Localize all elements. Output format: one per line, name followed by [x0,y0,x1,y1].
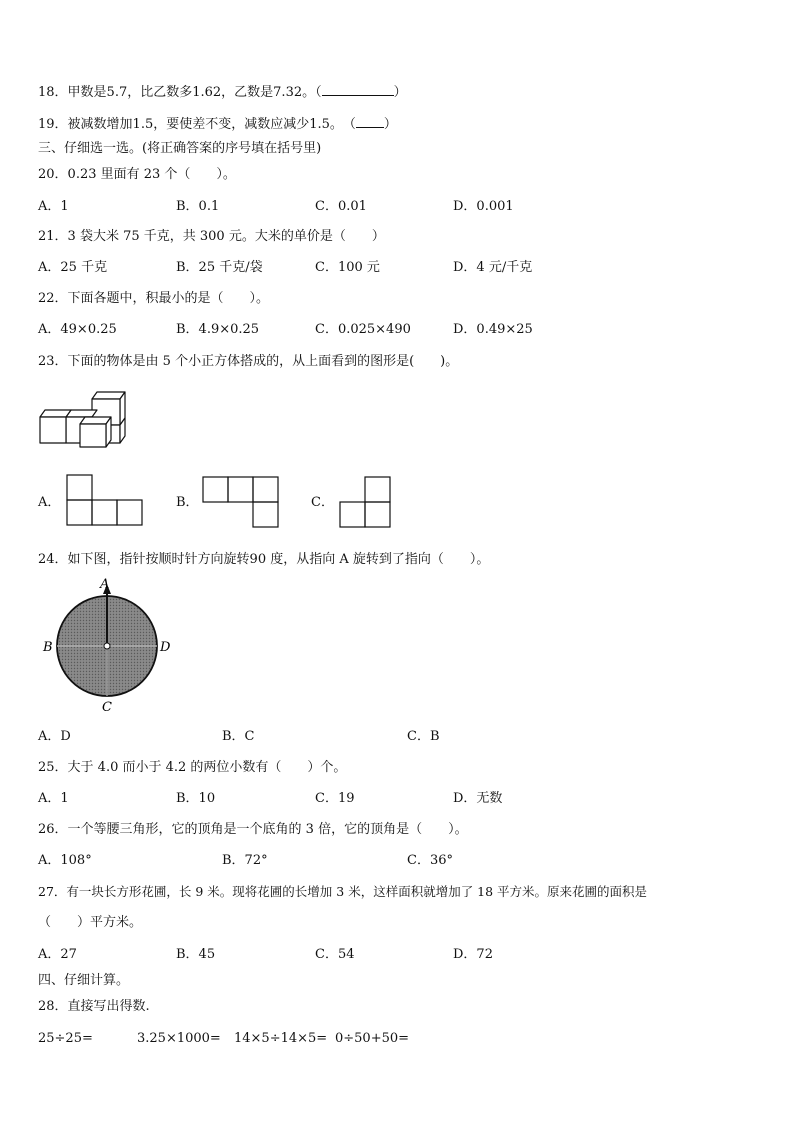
question-22-stem: 22．下面各题中，积最小的是（ ）。 [38,291,270,306]
q20-option-b[interactable]: B．0.1 [176,199,220,214]
q22-option-a[interactable]: A．49×0.25 [38,322,117,337]
q28-item-4[interactable]: 0÷50+50= [335,1031,410,1046]
q21-option-d[interactable]: D．4 元/千克 [453,260,533,275]
question-27-stem-line-1: 27．有一块长方形花圃，长 9 米。现将花圃的长增加 3 米，这样面积就增加了 18 平方米。原来花圃的面积是 [38,884,648,899]
question-19-text: 19．被减数增加1.5，要使差不变，减数应减少1.5。 （ [38,117,356,132]
question-24-stem: 24．如下图，指针按顺时针方向旋转90 度，从指向 A 旋转到了指向（ ）。 [38,552,490,567]
question-28-stem: 28．直接写出得数. [38,999,150,1014]
q26-option-a[interactable]: A．108° [38,853,92,868]
q22-option-c[interactable]: C．0.025×490 [315,322,411,337]
q23-option-c[interactable]: C． [311,495,334,510]
q25-option-c[interactable]: C．19 [315,791,355,806]
q24-option-a[interactable]: A．D [38,729,71,744]
q26-option-b[interactable]: B．72° [222,853,268,868]
question-21-stem: 21．3 袋大米 75 千克，共 300 元。大米的单价是（ ） [38,229,385,244]
question-20-stem: 20．0.23 里面有 23 个（ ）。 [38,167,236,182]
question-19 [38,114,397,134]
cube-stack-figure [38,380,138,448]
q23-option-a-figure[interactable] [66,474,144,526]
q21-option-c[interactable]: C．100 元 [315,260,380,275]
q23-option-b-figure[interactable] [202,476,280,528]
dial-label-b: B [43,640,53,655]
q25-option-a[interactable]: A．1 [38,791,69,806]
question-23-stem: 23．下面的物体是由 5 个小正方体搭成的，从上面看到的图形是( )。 [38,354,459,369]
dial-label-d: D [160,640,171,655]
q22-option-d[interactable]: D．0.49×25 [453,322,533,337]
q21-option-a[interactable]: A．25 千克 [38,260,108,275]
q21-option-b[interactable]: B．25 千克/袋 [176,260,263,275]
q20-option-a[interactable]: A．1 [38,199,69,214]
question-25-stem: 25．大于 4.0 而小于 4.2 的两位小数有（ ）个。 [38,760,347,775]
q27-option-a[interactable]: A．27 [38,947,77,962]
closing-paren: ） [393,85,407,100]
q23-option-c-figure[interactable] [339,476,393,528]
question-18-text: 18．甲数是5.7，比乙数多1.62，乙数是7.32。（ [38,85,322,100]
q25-option-b[interactable]: B．10 [176,791,216,806]
dial-label-c: C [102,700,112,715]
section-4-heading: 四、仔细计算。 [38,973,130,988]
dial-figure [40,577,180,715]
q27-option-c[interactable]: C．54 [315,947,355,962]
q23-option-b[interactable]: B． [176,495,199,510]
q23-option-a[interactable]: A． [38,495,61,510]
answer-blank[interactable] [322,82,394,96]
section-3-heading: 三、仔细选一选。(将正确答案的序号填在括号里) [38,141,322,156]
question-27-stem-line-2: （ ）平方米。 [38,915,143,930]
q27-option-b[interactable]: B．45 [176,947,216,962]
answer-blank[interactable] [356,114,384,128]
q27-option-d[interactable]: D．72 [453,947,493,962]
q20-option-d[interactable]: D．0.001 [453,199,514,214]
q20-option-c[interactable]: C．0.01 [315,199,367,214]
q25-option-d[interactable]: D．无数 [453,791,503,806]
question-18 [38,82,407,102]
question-26-stem: 26．一个等腰三角形，它的顶角是一个底角的 3 倍，它的顶角是（ ）。 [38,822,468,837]
dial-label-a: A [100,577,110,592]
q28-item-1[interactable]: 25÷25= [38,1031,93,1046]
closing-paren: ） [383,117,397,132]
q24-option-b[interactable]: B．C [222,729,255,744]
q22-option-b[interactable]: B．4.9×0.25 [176,322,260,337]
q24-option-c[interactable]: C．B [407,729,440,744]
q28-item-2[interactable]: 3.25×1000= [137,1031,221,1046]
q26-option-c[interactable]: C．36° [407,853,453,868]
q28-item-3[interactable]: 14×5÷14×5= [234,1031,328,1046]
